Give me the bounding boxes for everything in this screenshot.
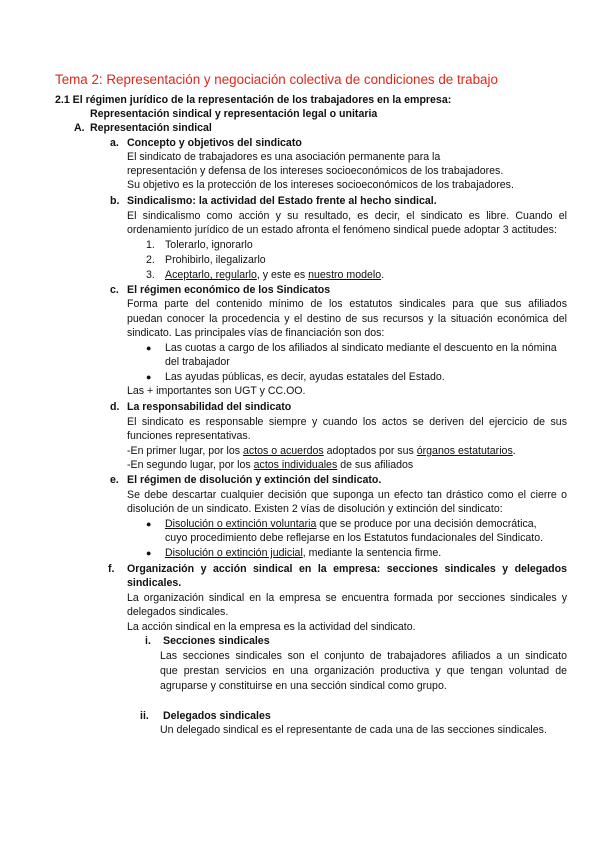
item-d-title: La responsabilidad del sindicato bbox=[127, 401, 292, 413]
item-b-text: El sindicalismo como acción y su resultado, es decir, el sindicato es libre. Cuando el bbox=[127, 210, 567, 222]
item-f-title: sindicales. bbox=[127, 577, 182, 589]
line-text: adoptados por sus bbox=[323, 445, 417, 457]
list-number: 3. bbox=[146, 269, 155, 281]
subitem-i-title: Secciones sindicales bbox=[163, 635, 270, 647]
bullet-text: , mediante la sentencia firme. bbox=[302, 547, 442, 559]
item-d-text: funciones representativas. bbox=[127, 430, 251, 442]
item-a-text: representación y defensa de los intereses socioeconómicos de los trabajadores. bbox=[127, 165, 504, 177]
underlined-text: Aceptarlo, regularlo bbox=[165, 269, 257, 281]
list-item bbox=[165, 268, 384, 282]
subitem-i-text: que prestan servicios en una organización productiva y que tengan voluntad de bbox=[160, 665, 567, 677]
section-subheading: Representación sindical y representación legal o unitaria bbox=[90, 108, 378, 120]
item-f-text: delegados sindicales. bbox=[127, 606, 229, 618]
document-title: Tema 2: Representación y negociación colectiva de condiciones de trabajo bbox=[55, 72, 498, 87]
item-f-title: Organización y acción sindical en la empresa: secciones sindicales y delegados bbox=[127, 563, 567, 575]
bullet-item: Las ayudas públicas, es decir, ayudas estatales del Estado. bbox=[165, 371, 445, 383]
underlined-text: nuestro modelo bbox=[308, 269, 382, 281]
section-heading: 2.1 El régimen jurídico de la representación de los trabajadores en la empresa: bbox=[55, 94, 452, 106]
item-d-line bbox=[127, 458, 413, 472]
list-item: Prohibirlo, ilegalizarlo bbox=[165, 254, 266, 266]
bullet-icon: ● bbox=[146, 519, 152, 529]
bullet-item: cuyo procedimiento debe reflejarse en los Estatutos fundacionales del Sindicato. bbox=[165, 532, 544, 544]
item-e-marker: e. bbox=[110, 474, 119, 486]
list-item: Tolerarlo, ignorarlo bbox=[165, 239, 253, 251]
item-c-note: Las + importantes son UGT y CC.OO. bbox=[127, 385, 306, 397]
underlined-text: Disolución o extinción judicial bbox=[165, 547, 303, 559]
subitem-ii-title: Delegados sindicales bbox=[163, 710, 271, 722]
item-a-marker: a. bbox=[110, 137, 119, 149]
list-item-text: . bbox=[381, 269, 385, 281]
item-a-text: Su objetivo es la protección de los intereses socioeconómicos de los trabajadores. bbox=[127, 179, 514, 191]
heading-a-title: Representación sindical bbox=[90, 122, 212, 134]
bullet-icon: ● bbox=[146, 548, 152, 558]
item-b-text: ordenamiento jurídico de un estado afronta el fenómeno sindical puede adoptar 3 actitudes: bbox=[127, 224, 557, 236]
item-b-title: Sindicalismo: la actividad del Estado frente al hecho sindical. bbox=[127, 195, 437, 207]
item-c-text: sindicato. Las principales vías de financiación son dos: bbox=[127, 327, 385, 339]
item-d-marker: d. bbox=[110, 401, 120, 413]
subitem-i-text: Las secciones sindicales son el conjunto de trabajadores afiliados a un sindicato bbox=[160, 650, 567, 662]
list-item-text: , y este es bbox=[256, 269, 309, 281]
item-d-text: El sindicato es responsable siempre y cuando los actos se deriven del ejercicio de sus bbox=[127, 416, 567, 428]
bullet-icon: ● bbox=[146, 372, 152, 382]
item-c-text: Forma parte del contenido mínimo de los estatutos sindicales para que sus afiliados bbox=[127, 298, 567, 310]
bullet-text: que se produce por una decisión democrática, bbox=[316, 518, 537, 530]
heading-a-marker: A. bbox=[74, 122, 85, 134]
item-f-text: La acción sindical en la empresa es la actividad del sindicato. bbox=[127, 621, 416, 633]
bullet-item: del trabajador bbox=[165, 356, 230, 368]
item-c-marker: c. bbox=[110, 284, 119, 296]
item-e-title: El régimen de disolución y extinción del sindicato. bbox=[127, 474, 382, 486]
item-b-marker: b. bbox=[110, 195, 120, 207]
bullet-item bbox=[165, 546, 441, 560]
line-text: -En primer lugar, por los bbox=[127, 445, 243, 457]
underlined-text: actos individuales bbox=[253, 459, 338, 471]
subitem-ii-text: Un delegado sindical es el representante de cada una de las secciones sindicales. bbox=[160, 724, 547, 736]
bullet-item bbox=[165, 517, 537, 531]
underlined-text: actos o acuerdos bbox=[243, 445, 324, 457]
item-a-text: El sindicato de trabajadores es una asociación permanente para la bbox=[127, 151, 441, 163]
line-text: . bbox=[512, 445, 516, 457]
underlined-text: Disolución o extinción voluntaria bbox=[165, 518, 317, 530]
item-e-text: disolución de un sindicato. Existen 2 vías de disolución y extinción del sindicato: bbox=[127, 503, 503, 515]
item-f-marker: f. bbox=[108, 563, 115, 575]
item-c-title: El régimen económico de los Sindicatos bbox=[127, 284, 331, 296]
subitem-i-marker: i. bbox=[145, 635, 151, 647]
subitem-ii-marker: ii. bbox=[140, 710, 149, 722]
item-e-text: Se debe descartar cualquier decisión que suponga un efecto tan drástico como el cierre o bbox=[127, 489, 567, 501]
underlined-text: órganos estatutarios bbox=[416, 445, 513, 457]
line-text: -En segundo lugar, por los bbox=[127, 459, 254, 471]
item-f-text: La organización sindical en la empresa se encuentra formada por secciones sindicales y bbox=[127, 592, 567, 604]
bullet-icon: ● bbox=[146, 343, 152, 353]
line-text: de sus afiliados bbox=[337, 459, 414, 471]
bullet-item: Las cuotas a cargo de los afiliados al sindicato mediante el descuento en la nómina bbox=[165, 342, 557, 354]
list-number: 2. bbox=[146, 254, 155, 266]
subitem-i-text: agruparse y constituirse en una sección sindical como grupo. bbox=[160, 680, 447, 692]
item-c-text: puedan conocer la procedencia y el destino de sus recursos y la situación económica del bbox=[127, 313, 567, 325]
item-d-line bbox=[127, 444, 516, 458]
list-number: 1. bbox=[146, 239, 155, 251]
item-a-title: Concepto y objetivos del sindicato bbox=[127, 137, 302, 149]
